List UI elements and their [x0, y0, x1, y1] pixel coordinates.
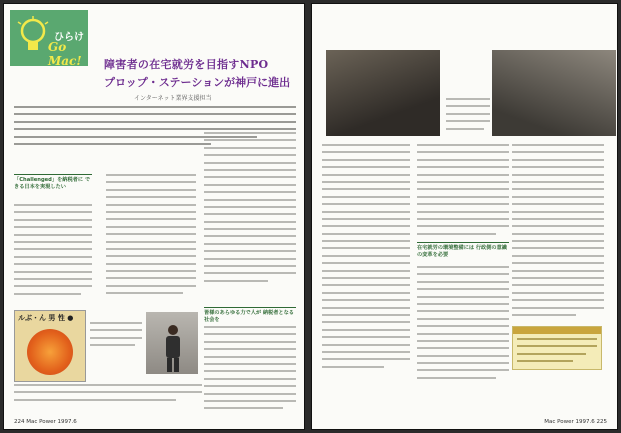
article-title-line2: プロップ・ステーションが神戸に進出 — [104, 76, 291, 89]
contact-info-box — [512, 326, 602, 370]
right-body-column-1 — [322, 144, 410, 373]
article-byline: インターネット業界支援担当 — [134, 95, 212, 102]
speaker-figure-icon — [162, 322, 184, 372]
right-body-column-2-lower — [417, 266, 509, 384]
logo-text-hirake: ひらけ — [54, 32, 84, 43]
classroom-photo-1 — [326, 50, 440, 136]
body-column-3-lower — [204, 326, 296, 415]
article-title-line1: 障害者の在宅就労を目指すNPO — [104, 58, 269, 71]
body-column-3 — [204, 132, 296, 287]
right-body-column-2 — [417, 144, 509, 240]
body-column-1 — [14, 204, 92, 300]
subheading-environment: 在宅就労の環境整備には 行政側の意識の変革を必要 — [417, 242, 509, 259]
right-body-column-3 — [512, 144, 604, 321]
lightbulb-icon — [16, 16, 50, 56]
article-title-block — [104, 56, 299, 102]
sun-illustration — [27, 329, 73, 375]
book-cover-image — [14, 310, 86, 382]
photo-caption — [90, 322, 142, 352]
subheading-taxpayer: 皆様のあらゆる力で人が 納税者となる社会を — [204, 307, 296, 324]
page-footer-left: 224 Mac Power 1997.6 — [14, 419, 77, 425]
photo-strip — [326, 50, 616, 136]
column-logo — [10, 10, 88, 66]
photo-strip-caption — [446, 98, 490, 135]
subheading-challenged: 「Challenged」を納税者に できる日本を実現したい — [14, 174, 92, 191]
left-page — [4, 4, 304, 429]
right-page — [312, 4, 617, 429]
logo-text-gomac: Go Mac! — [48, 40, 82, 68]
book-cover-title: ルぶ・ん 男 性 ● — [18, 314, 74, 322]
body-column-2 — [106, 174, 196, 300]
footnote — [14, 384, 202, 406]
page-footer-right: Mac Power 1997.6 225 — [544, 419, 607, 425]
classroom-photo-2 — [492, 50, 616, 136]
